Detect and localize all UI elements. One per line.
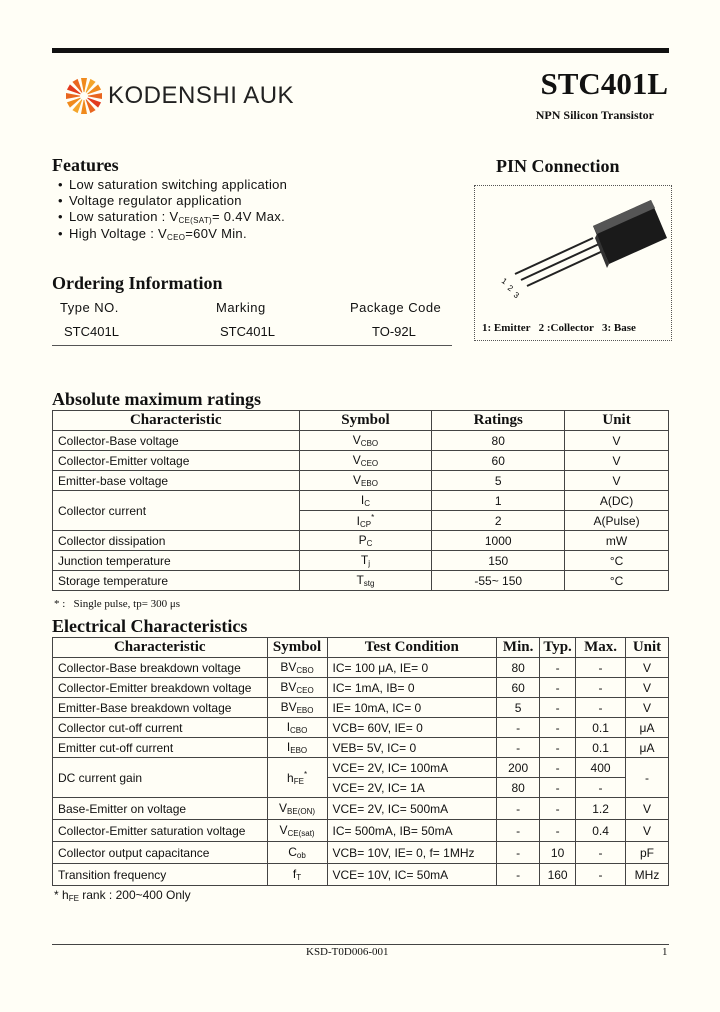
- cell-min: -: [497, 738, 540, 758]
- abs-max-table: [52, 410, 669, 591]
- column-header: Max.: [576, 638, 626, 658]
- cell-symbol: $h_{FE}^*$: [267, 758, 327, 798]
- cell-unit: V: [626, 820, 669, 842]
- cell-characteristic: Collector current: [53, 491, 300, 531]
- cell-typ: -: [540, 698, 576, 718]
- table-row: [53, 531, 669, 551]
- cell-condition: IC= 500mA, IB= 50mA: [327, 820, 497, 842]
- cell-condition: VCE= 2V, IC= 1A: [327, 778, 497, 798]
- cell-condition: VCB= 60V, IE= 0: [327, 718, 497, 738]
- cell-condition: VCE= 2V, IC= 100mA: [327, 758, 497, 778]
- cell-max: 0.4: [576, 820, 626, 842]
- cell-characteristic: Emitter cut-off current: [53, 738, 268, 758]
- table-row: [53, 551, 669, 571]
- cell-symbol: $V_{EBO}$: [299, 471, 432, 491]
- cell-symbol: $T_j$: [299, 551, 432, 571]
- table-row: [53, 491, 669, 511]
- cell-typ: -: [540, 678, 576, 698]
- cell-min: 200: [497, 758, 540, 778]
- ordering-rule: [52, 345, 452, 346]
- cell-characteristic: Base-Emitter on voltage: [53, 798, 268, 820]
- column-header: Unit: [626, 638, 669, 658]
- column-header: Characteristic: [53, 411, 300, 431]
- cell-rating: 2: [432, 511, 565, 531]
- elec-footnote: * $h_{FE}$ rank : 200~400 Only: [54, 888, 191, 903]
- ordering-header-package: Package Code: [350, 300, 442, 315]
- cell-symbol: $I_{CP}^*$: [299, 511, 432, 531]
- cell-symbol: $V_{CBO}$: [299, 431, 432, 451]
- cell-unit: A(DC): [565, 491, 669, 511]
- cell-condition: IE= 10mA, IC= 0: [327, 698, 497, 718]
- ordering-header-type: Type NO.: [60, 300, 119, 315]
- cell-symbol: $V_{CEO}$: [299, 451, 432, 471]
- feature-item: • Low saturation switching application: [58, 177, 288, 192]
- ordering-header-marking: Marking: [216, 300, 266, 315]
- column-header: Typ.: [540, 638, 576, 658]
- ordering-value-type: STC401L: [64, 324, 119, 339]
- cell-unit: pF: [626, 842, 669, 864]
- column-header: Ratings: [432, 411, 565, 431]
- cell-unit: V: [626, 658, 669, 678]
- footer-rule: [52, 944, 669, 945]
- cell-characteristic: Collector-Emitter breakdown voltage: [53, 678, 268, 698]
- cell-rating: 80: [432, 431, 565, 451]
- column-header: Test Condition: [327, 638, 497, 658]
- kodenshi-logo-icon: [64, 76, 104, 116]
- cell-symbol: $P_C$: [299, 531, 432, 551]
- ordering-value-marking: STC401L: [220, 324, 275, 339]
- cell-characteristic: Collector-Base voltage: [53, 431, 300, 451]
- pin-legend: 1: Emitter 2 :Collector 3: Base: [482, 322, 636, 334]
- cell-typ: -: [540, 718, 576, 738]
- cell-typ: -: [540, 738, 576, 758]
- column-header: Symbol: [299, 411, 432, 431]
- cell-max: 400: [576, 758, 626, 778]
- cell-unit: V: [626, 678, 669, 698]
- cell-symbol: $BV_{EBO}$: [267, 698, 327, 718]
- cell-typ: -: [540, 778, 576, 798]
- cell-symbol: $V_{CE(sat)}$: [267, 820, 327, 842]
- cell-min: 5: [497, 698, 540, 718]
- cell-max: -: [576, 698, 626, 718]
- cell-rating: 1: [432, 491, 565, 511]
- cell-characteristic: Collector-Emitter voltage: [53, 451, 300, 471]
- ordering-value-package: TO-92L: [372, 324, 416, 339]
- part-subtitle: NPN Silicon Transistor: [535, 108, 654, 122]
- pin-number: 1: [499, 276, 509, 287]
- cell-characteristic: Collector-Base breakdown voltage: [53, 658, 268, 678]
- cell-rating: 60: [432, 451, 565, 471]
- cell-characteristic: Emitter-Base breakdown voltage: [53, 698, 268, 718]
- part-number: STC401L: [540, 66, 668, 101]
- cell-characteristic: Collector cut-off current: [53, 718, 268, 738]
- table-row: [53, 798, 669, 820]
- cell-typ: -: [540, 658, 576, 678]
- cell-unit: μA: [626, 738, 669, 758]
- table-row: [53, 471, 669, 491]
- table-row: [53, 758, 669, 778]
- table-row: [53, 451, 669, 471]
- cell-min: 60: [497, 678, 540, 698]
- abs-max-footnote: * : Single pulse, tp= 300 μs: [54, 598, 181, 610]
- table-header-row: [53, 411, 669, 431]
- cell-symbol: $I_{EBO}$: [267, 738, 327, 758]
- cell-characteristic: DC current gain: [53, 758, 268, 798]
- cell-rating: 150: [432, 551, 565, 571]
- pin-number: 2: [505, 283, 515, 294]
- table-row: [53, 820, 669, 842]
- cell-max: 0.1: [576, 738, 626, 758]
- abs-max-title: Absolute maximum ratings: [52, 389, 262, 409]
- cell-min: 80: [497, 658, 540, 678]
- cell-condition: IC= 1mA, IB= 0: [327, 678, 497, 698]
- cell-rating: 1000: [432, 531, 565, 551]
- feature-item: • High Voltage : $V_{CEO}=60V$ Min.: [58, 226, 247, 242]
- cell-symbol: $V_{BE(ON)}$: [267, 798, 327, 820]
- column-header: Unit: [565, 411, 669, 431]
- cell-typ: 10: [540, 842, 576, 864]
- brand-name: KODENSHI AUK: [108, 82, 295, 109]
- cell-unit: MHz: [626, 864, 669, 886]
- doc-code: KSD-T0D006-001: [306, 946, 389, 958]
- table-row: [53, 678, 669, 698]
- table-row: [53, 842, 669, 864]
- pin-number: 3: [511, 290, 521, 301]
- cell-symbol: $C_{ob}$: [267, 842, 327, 864]
- column-header: Symbol: [267, 638, 327, 658]
- cell-condition: VCB= 10V, IE= 0, f= 1MHz: [327, 842, 497, 864]
- table-row: [53, 864, 669, 886]
- cell-rating: 5: [432, 471, 565, 491]
- feature-item: • Low saturation : $V_{CE(SAT)}= 0.4V$ Max.: [58, 209, 286, 225]
- table-row: [53, 658, 669, 678]
- cell-condition: VCE= 10V, IC= 50mA: [327, 864, 497, 886]
- cell-unit: °C: [565, 551, 669, 571]
- ordering-title: Ordering Information: [52, 273, 223, 293]
- cell-max: -: [576, 658, 626, 678]
- cell-unit: °C: [565, 571, 669, 591]
- cell-rating: -55~ 150: [432, 571, 565, 591]
- cell-typ: 160: [540, 864, 576, 886]
- cell-symbol: $T_{stg}$: [299, 571, 432, 591]
- cell-max: 1.2: [576, 798, 626, 820]
- table-row: [53, 431, 669, 451]
- table-row: [53, 571, 669, 591]
- cell-typ: -: [540, 798, 576, 820]
- table-row: [53, 698, 669, 718]
- page-number: 1: [662, 946, 668, 958]
- features-title: Features: [52, 155, 119, 175]
- cell-max: -: [576, 864, 626, 886]
- to92l-package-icon: [475, 186, 671, 326]
- cell-unit: V: [565, 451, 669, 471]
- elec-title: Electrical Characteristics: [52, 616, 248, 636]
- cell-characteristic: Transition frequency: [53, 864, 268, 886]
- cell-typ: -: [540, 758, 576, 778]
- cell-min: -: [497, 820, 540, 842]
- cell-unit: V: [565, 431, 669, 451]
- cell-condition: IC= 100 μA, IE= 0: [327, 658, 497, 678]
- table-row: [53, 738, 669, 758]
- feature-item: • Voltage regulator application: [58, 193, 242, 208]
- cell-unit: V: [626, 698, 669, 718]
- cell-unit: A(Pulse): [565, 511, 669, 531]
- cell-characteristic: Emitter-base voltage: [53, 471, 300, 491]
- cell-symbol: $I_C$: [299, 491, 432, 511]
- column-header: Min.: [497, 638, 540, 658]
- table-row: [53, 718, 669, 738]
- cell-characteristic: Junction temperature: [53, 551, 300, 571]
- cell-unit: V: [626, 798, 669, 820]
- cell-min: 80: [497, 778, 540, 798]
- cell-characteristic: Collector-Emitter saturation voltage: [53, 820, 268, 842]
- cell-min: -: [497, 864, 540, 886]
- top-rule: [52, 48, 669, 53]
- cell-max: -: [576, 678, 626, 698]
- cell-condition: VCE= 2V, IC= 500mA: [327, 798, 497, 820]
- cell-symbol: $f_T$: [267, 864, 327, 886]
- cell-characteristic: Collector output capacitance: [53, 842, 268, 864]
- cell-unit: -: [626, 758, 669, 798]
- cell-condition: VEB= 5V, IC= 0: [327, 738, 497, 758]
- pin-diagram-box: [474, 185, 672, 341]
- cell-min: -: [497, 798, 540, 820]
- cell-unit: V: [565, 471, 669, 491]
- cell-max: -: [576, 778, 626, 798]
- pin-connection-title: PIN Connection: [496, 156, 620, 176]
- column-header: Characteristic: [53, 638, 268, 658]
- table-header-row: [53, 638, 669, 658]
- cell-symbol: $BV_{CEO}$: [267, 678, 327, 698]
- elec-table: [52, 637, 669, 886]
- cell-characteristic: Storage temperature: [53, 571, 300, 591]
- cell-max: 0.1: [576, 718, 626, 738]
- cell-min: -: [497, 718, 540, 738]
- cell-max: -: [576, 842, 626, 864]
- cell-unit: μA: [626, 718, 669, 738]
- cell-unit: mW: [565, 531, 669, 551]
- cell-symbol: $I_{CBO}$: [267, 718, 327, 738]
- cell-min: -: [497, 842, 540, 864]
- cell-characteristic: Collector dissipation: [53, 531, 300, 551]
- cell-typ: -: [540, 820, 576, 842]
- cell-symbol: $BV_{CBO}$: [267, 658, 327, 678]
